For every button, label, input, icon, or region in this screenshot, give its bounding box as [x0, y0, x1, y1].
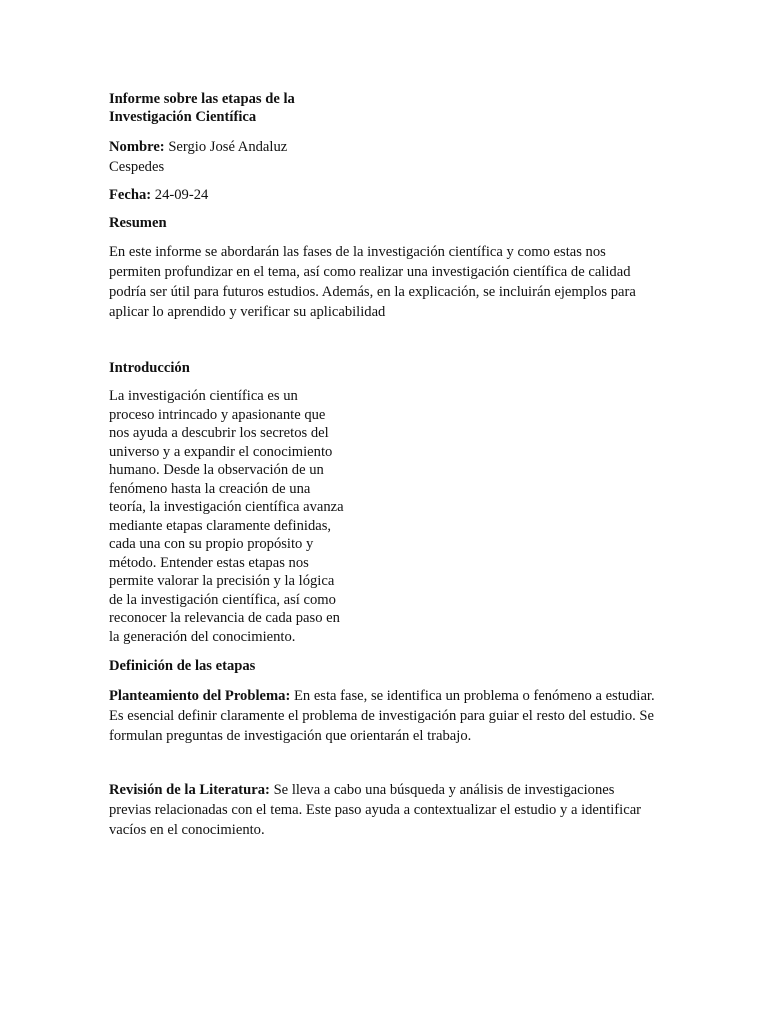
- stage-literature: [109, 780, 659, 840]
- stage-text: En esta fase, se identifica un problema o fenómeno a estudiar. Es esencial definir claramente el problema de investigación para guiar el resto del estudio. Se formulan preguntas de investigación que orientarán el trabajo.: [109, 688, 655, 744]
- date-label: Fecha:: [109, 187, 152, 203]
- date-line: [109, 185, 669, 205]
- date-value: 24-09-24: [151, 187, 209, 203]
- stages-heading: Definición de las etapas: [109, 658, 256, 674]
- document-page: [109, 90, 669, 840]
- stage-label: Revisión de la Literatura:: [109, 782, 270, 798]
- intro-text: La investigación científica es un proceso intrincado y apasionante que nos ayuda a descubrir los secretos del universo y a expandir el conocimiento humano. Desde la observación de un fenómeno hasta la creación de una teoría, la investigación científica avanza mediante etapas claramente definidas, cada una con su propio propósito y método. Entender estas etapas nos permite valorar la precisión y la lógica de la investigación científica, así como reconocer la relevancia de cada paso en la generación del conocimiento.: [109, 388, 344, 645]
- stage-text: Se lleva a cabo una búsqueda y análisis de investigaciones previas relacionadas con el tema. Este paso ayuda a contextualizar el estudio y a identificar vacíos en el conocimiento.: [109, 782, 642, 838]
- stage-label: Planteamiento del Problema:: [109, 688, 291, 704]
- intro-heading: Introducción: [109, 360, 190, 376]
- summary-heading: Resumen: [109, 215, 167, 231]
- author-line: [109, 137, 319, 177]
- name-value: Sergio José Andaluz Cespedes: [109, 139, 288, 175]
- summary-text: En este informe se abordarán las fases de la investigación científica y como estas nos permiten profundizar en el tema, así como realizar una investigación científica de calidad podría ser útil para futuros estudios. Además, en la explicación, se incluirán ejemplos para aplicar lo aprendido y verificar su aplicabilidad: [109, 244, 636, 320]
- document-title: Informe sobre las etapas de la Investigación Científica: [109, 91, 295, 125]
- stage-problem: [109, 686, 659, 746]
- name-label: Nombre:: [109, 139, 165, 155]
